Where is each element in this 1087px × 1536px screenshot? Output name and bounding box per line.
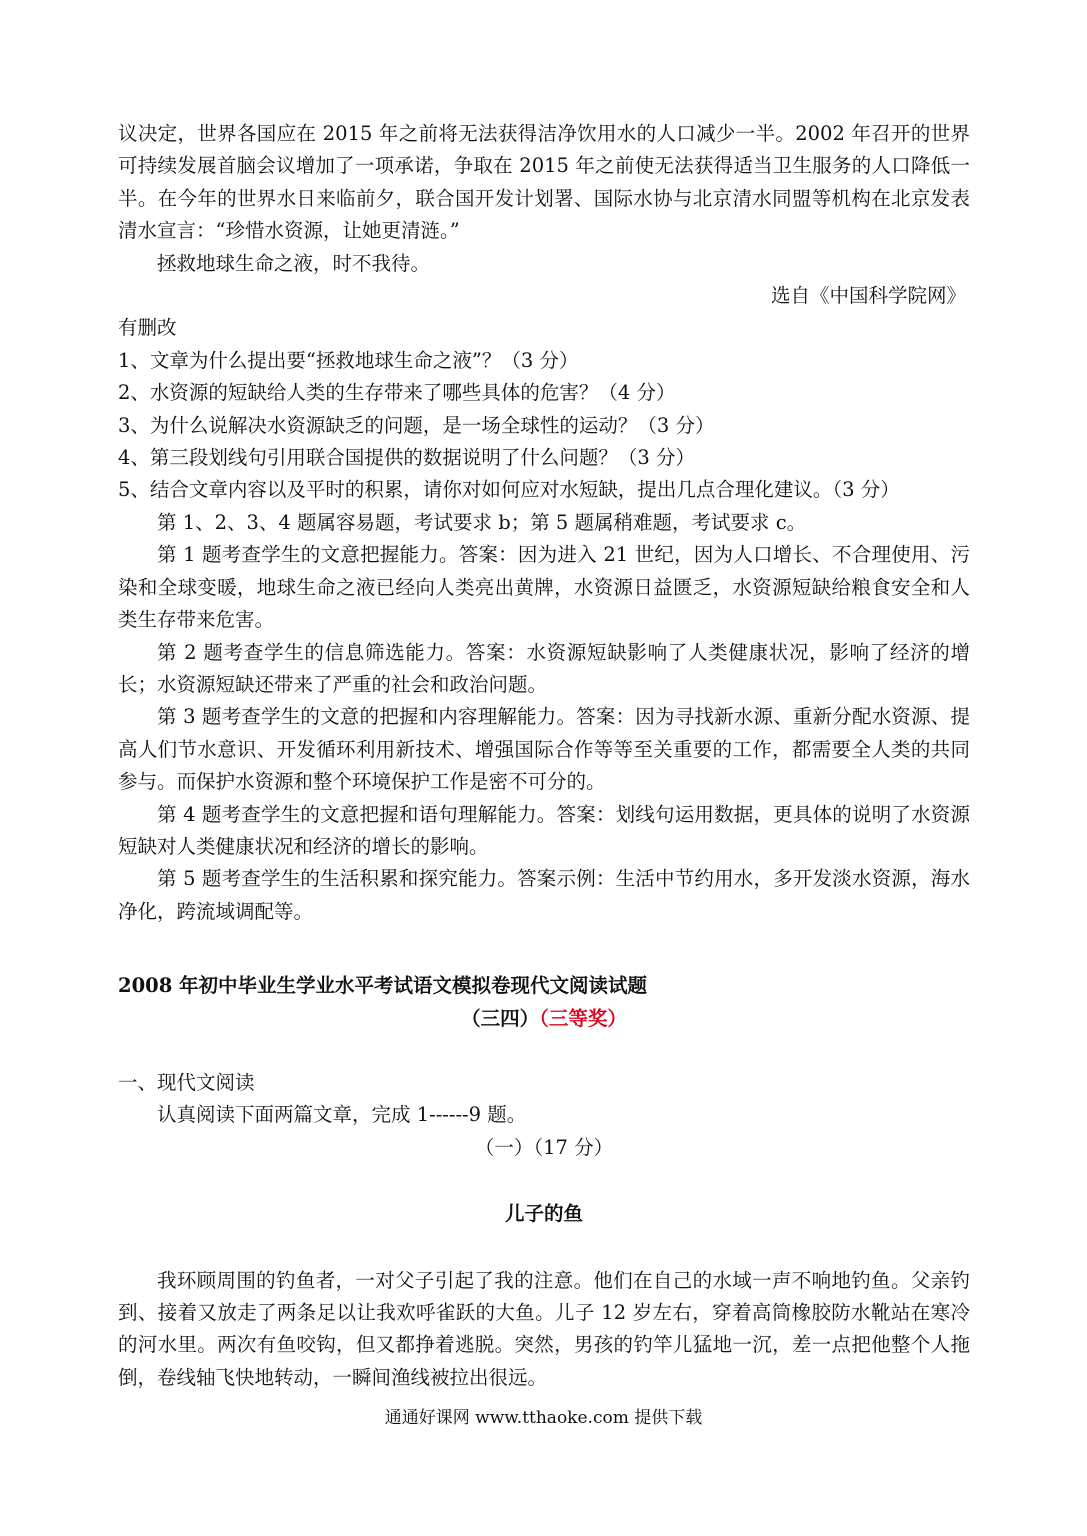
question-item: 4、第三段划线句引用联合国提供的数据说明了什么问题？（3 分）: [118, 446, 696, 470]
answer-paragraph: 第 5 题考查学生的生活积累和探究能力。答案示例：生活中节约用水，多开发淡水资源，海水净化，跨流域调配等。: [118, 867, 970, 923]
page-footer: 通通好课网 www.tthaoke.com 提供下载: [384, 1408, 703, 1428]
question-item: 1、文章为什么提出要“拯救地球生命之液”？（3 分）: [118, 348, 579, 372]
paragraph-declaration: 议决定，世界各国应在 2015 年之前将无法获得洁净饮用水的人口减少一半。2002 年召开的世界可持续发展首脑会议增加了一项承诺，争取在 2015 年之前使无法获得适当卫生服务的人口降低一半。在今年的世界水日来临前夕，联合国开发计划署、国际水协与北京清水同盟等机构在北京发表清水宣言：“珍惜水资源，让她更清涟。”: [118, 122, 970, 243]
answer-paragraph: 第 2 题考查学生的信息筛选能力。答案：水资源短缺影响了人类健康状况，影响了经济的增长；水资源短缺还带来了严重的社会和政治问题。: [118, 640, 970, 696]
source-citation: 选自《中国科学院网》: [770, 284, 966, 308]
reading-instruction: 认真阅读下面两篇文章，完成 1------9 题。: [157, 1103, 527, 1127]
article-paragraph: 我环顾周围的钓鱼者，一对父子引起了我的注意。他们在自己的水域一声不响地钓鱼。父亲钓到、接着又放走了两条足以让我欢呼雀跃的大鱼。儿子 12 岁左右，穿着高筒橡胶防水靴站在寒冷的河水里。两次有鱼咬钩，但又都挣着逃脱。突然，男孩的钓竿儿猛地一沉，差一点把他整个人拖倒，卷线轴飞快地转动，一瞬间渔线被拉出很远。: [118, 1268, 970, 1389]
answer-paragraph: 第 1、2、3、4 题属容易题，考试要求 b；第 5 题属稍难题，考试要求 c。: [157, 510, 807, 534]
document-page: [118, 118, 970, 1394]
article-title: 儿子的鱼: [504, 1202, 583, 1226]
question-item: 3、为什么说解决水资源缺乏的问题，是一场全球性的运动？（3 分）: [118, 413, 715, 437]
award-label: （三等奖）: [539, 1006, 627, 1030]
question-item: 2、水资源的短缺给人类的生存带来了哪些具体的危害？（4 分）: [118, 381, 676, 405]
answer-paragraph: 第 1 题考查学生的文意把握能力。答案：因为进入 21 世纪，因为人口增长、不合理使用、污染和全球变暖，地球生命之液已经向人类亮出黄牌，水资源日益匮乏，水资源短缺给粮食安全和人类生存带来危害。: [118, 543, 970, 632]
exam-number: （三四）: [461, 1006, 540, 1030]
question-item: 5、结合文章内容以及平时的积累，请你对如何应对水短缺，提出几点合理化建议。（3 分）: [118, 478, 900, 502]
paragraph-urgent: 拯救地球生命之液，时不我待。: [157, 251, 431, 275]
answer-paragraph: 第 4 题考查学生的文意把握和语句理解能力。答案：划线句运用数据，更具体的说明了水资源短缺对人类健康状况和经济的增长的影响。: [118, 802, 970, 858]
edit-note: 有删改: [118, 316, 177, 340]
section-heading: 一、现代文阅读: [118, 1070, 255, 1094]
exam-title: 2008 年初中毕业生学业水平考试语文模拟卷现代文阅读试题: [118, 974, 648, 998]
exam-subtitle: [118, 1003, 970, 1035]
answer-paragraph: 第 3 题考查学生的文意的把握和内容理解能力。答案：因为寻找新水源、重新分配水资源、提高人们节水意识、开发循环利用新技术、增强国际合作等等至关重要的工作，都需要全人类的共同参与。而保护水资源和整个环境保护工作是密不可分的。: [118, 705, 970, 794]
part-heading: （一）（17 分）: [474, 1135, 614, 1159]
